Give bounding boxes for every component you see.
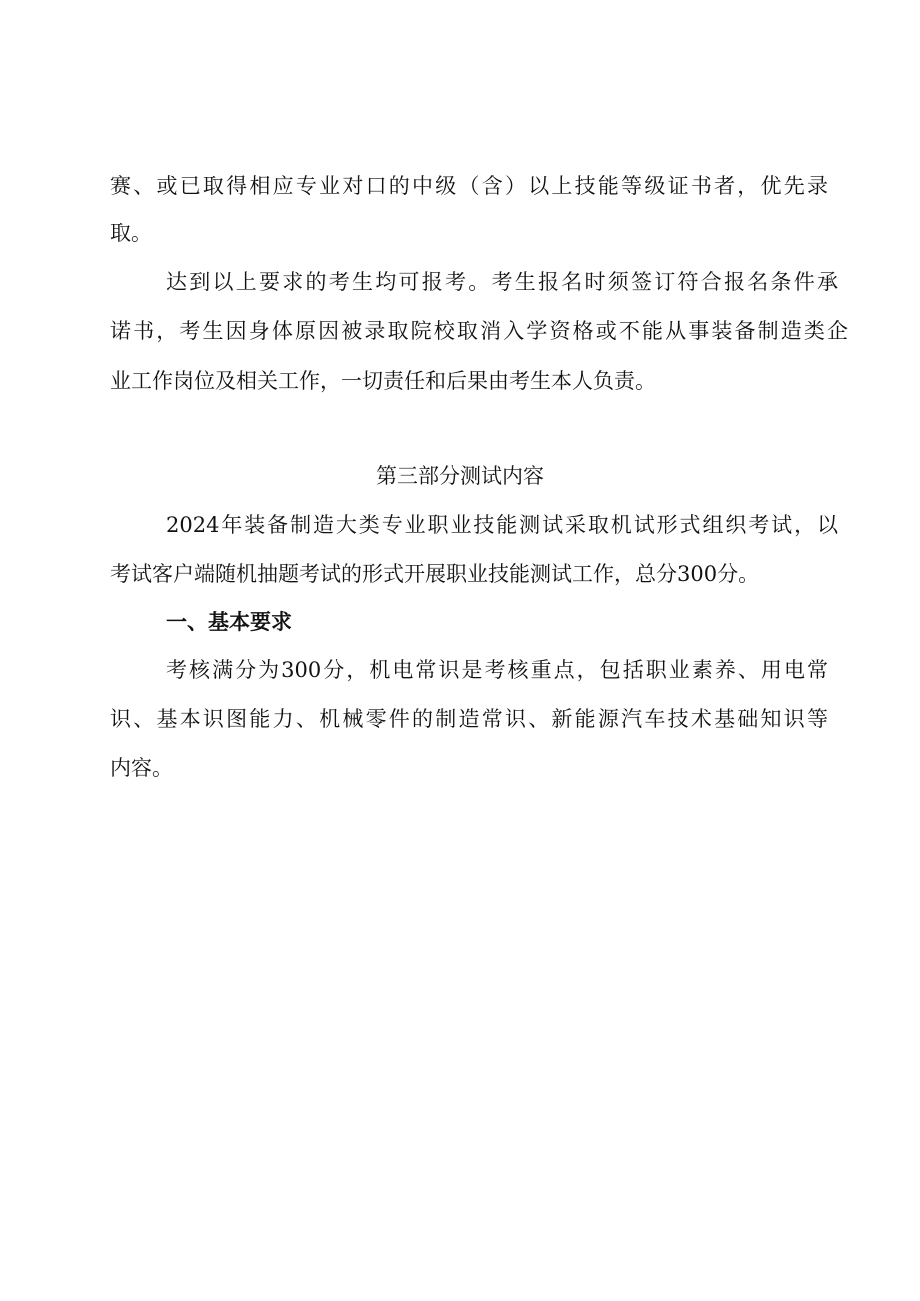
paragraph-3-line-1: 2024年装备制造大类专业职业技能测试采取机试形式组织考试，以: [166, 513, 838, 537]
paragraph-2-line-2: 诺书，考生因身体原因被录取院校取消入学资格或不能从事装备制造类企: [110, 319, 848, 343]
paragraph-1-line-2: 取。: [110, 221, 152, 245]
paragraph-2-line-3: 业工作岗位及相关工作，一切责任和后果由考生本人负责。: [110, 369, 656, 393]
paragraph-2-line-1: 达到以上要求的考生均可报考。考生报名时须签订符合报名条件承: [166, 270, 838, 294]
paragraph-3-line-2: 考试客户端随机抽题考试的形式开展职业技能测试工作，总分300分。: [110, 562, 760, 586]
paragraph-4-line-3: 内容。: [110, 756, 173, 780]
paragraph-4-line-2: 识、基本识图能力、机械零件的制造常识、新能源汽车技术基础知识等: [110, 707, 828, 731]
paragraph-4-line-1: 考核满分为300分，机电常识是考核重点，包括职业素养、用电常: [166, 658, 828, 682]
paragraph-1-line-1: 赛、或已取得相应专业对口的中级（含）以上技能等级证书者，优先录: [110, 174, 828, 198]
section-title: 第三部分测试内容: [376, 464, 544, 488]
subsection-title: 一、基本要求: [166, 610, 292, 634]
